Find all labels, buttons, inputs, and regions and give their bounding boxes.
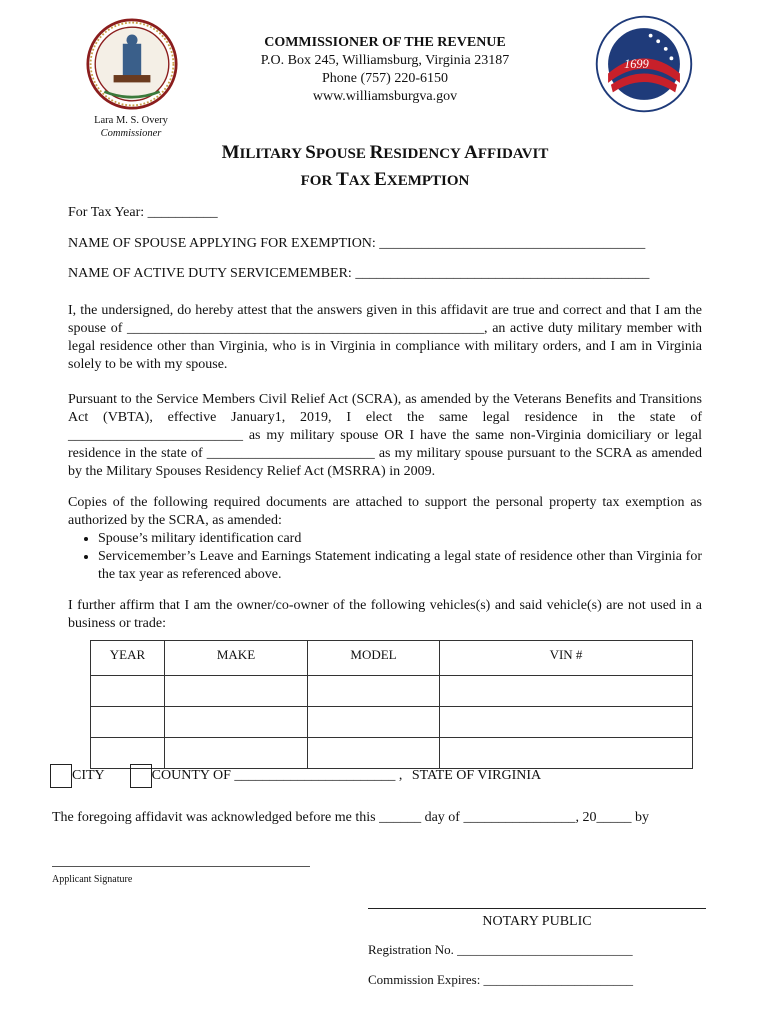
title-sc: ILITARY [239, 146, 306, 162]
tax-year-field[interactable]: For Tax Year: __________ [68, 205, 218, 220]
title-cap: E [374, 169, 387, 190]
table-header-row [91, 641, 693, 676]
county-label[interactable]: COUNTY OF _______________________ , [151, 768, 403, 784]
year-cell[interactable] [91, 676, 165, 707]
office-name: COMMISSIONER OF THE REVENUE [264, 35, 506, 50]
city-checkbox[interactable] [50, 764, 72, 788]
title-cap: R [369, 142, 384, 163]
title-cap: S [305, 142, 316, 163]
spouse-name-field[interactable]: NAME OF SPOUSE APPLYING FOR EXEMPTION: ______________________________________ [68, 236, 646, 251]
model-cell[interactable] [308, 707, 440, 738]
title-sc: AX [348, 173, 375, 189]
signature-line[interactable] [52, 866, 310, 867]
title-sc: POUSE [315, 146, 370, 162]
title-cap: M [221, 142, 240, 163]
vehicle-table [90, 640, 693, 769]
office-website[interactable]: www.williamsburgva.gov [312, 89, 458, 104]
county-checkbox[interactable] [130, 764, 152, 788]
col-vin: VIN # [440, 641, 693, 676]
list-item: • Servicemember’s Leave and Earnings Statement indicating a legal state of residence other than Virginia for the tax year as referenced above. [98, 548, 702, 584]
col-make: MAKE [165, 641, 308, 676]
list-item: • Spouse’s military identification card [98, 530, 702, 548]
documents-list [68, 530, 702, 584]
commissioner-block [76, 114, 186, 140]
vin-cell[interactable] [440, 676, 693, 707]
seal-year: 1699 [624, 56, 649, 71]
acknowledgement-line[interactable]: The foregoing affidavit was acknowledged before me this ______ day of ________________, 20_____ by [52, 810, 649, 825]
form-title [0, 140, 770, 194]
table-row [91, 707, 693, 738]
office-address: P.O. Box 245, Williamsburg, Virginia 23187 [260, 53, 510, 68]
title-cap: A [464, 142, 478, 163]
title-sc: FOR [300, 173, 337, 189]
signature-label: Applicant Signature [52, 874, 133, 885]
vin-cell[interactable] [440, 707, 693, 738]
notary-signature-line[interactable] [368, 908, 706, 909]
registration-field[interactable]: Registration No. ___________________________ [368, 942, 633, 957]
title-sc: FFIDAVIT [477, 146, 549, 162]
table-row [91, 676, 693, 707]
model-cell[interactable] [308, 676, 440, 707]
title-sc: ESIDENCY [383, 146, 465, 162]
col-year: YEAR [91, 641, 165, 676]
year-cell[interactable] [91, 707, 165, 738]
title-line-1 [0, 140, 770, 167]
documents-paragraph [68, 494, 702, 584]
scra-paragraph: Pursuant to the Service Members Civil Relief Act (SCRA), as amended by the Veterans Benefits and Transitions Act (VBTA), effective January1, 2019, I elect the same legal residence in the state of _________________________ as my military spouse OR I have the same non-Virginia domiciliary or legal residence in the state of ________________________ as my military spouse pursuant to the SCRA as amended by the Military Spouses Residency Relief Act (MSRRA) in 2009. [68, 392, 702, 479]
title-sc: XEMPTION [386, 173, 470, 189]
affirm-paragraph: I further affirm that I am the owner/co-owner of the following vehicles(s) and said vehicle(s) are not used in a business or trade: [68, 598, 702, 631]
state-label: STATE OF VIRGINIA [411, 768, 542, 784]
locality-row [50, 764, 541, 788]
title-cap: T [336, 169, 349, 190]
letterhead [0, 34, 770, 106]
notary-label: NOTARY PUBLIC [482, 914, 592, 929]
make-cell[interactable] [165, 707, 308, 738]
documents-intro: Copies of the following required documents are attached to support the personal property tax exemption as authorized by the SCRA, as amended: [68, 495, 702, 528]
title-line-2 [0, 167, 770, 194]
city-label: CITY [72, 768, 105, 784]
office-phone: Phone (757) 220-6150 [322, 71, 448, 86]
commission-expires-field[interactable]: Commission Expires: _______________________ [368, 972, 634, 987]
servicemember-name-field[interactable]: NAME OF ACTIVE DUTY SERVICEMEMBER: __________________________________________ [68, 266, 650, 281]
col-model: MODEL [308, 641, 440, 676]
commissioner-name: Lara M. S. Overy [94, 115, 168, 126]
attest-paragraph: I, the undersigned, do hereby attest that the answers given in this affidavit are true and correct and that I am the spouse of ___________________________________________________, an active duty military member with legal residence other than Virginia, who is in Virginia in compliance with military orders, and I am in Virginia solely to be with my spouse. [68, 303, 702, 372]
commissioner-role: Commissioner [100, 128, 162, 139]
make-cell[interactable] [165, 676, 308, 707]
